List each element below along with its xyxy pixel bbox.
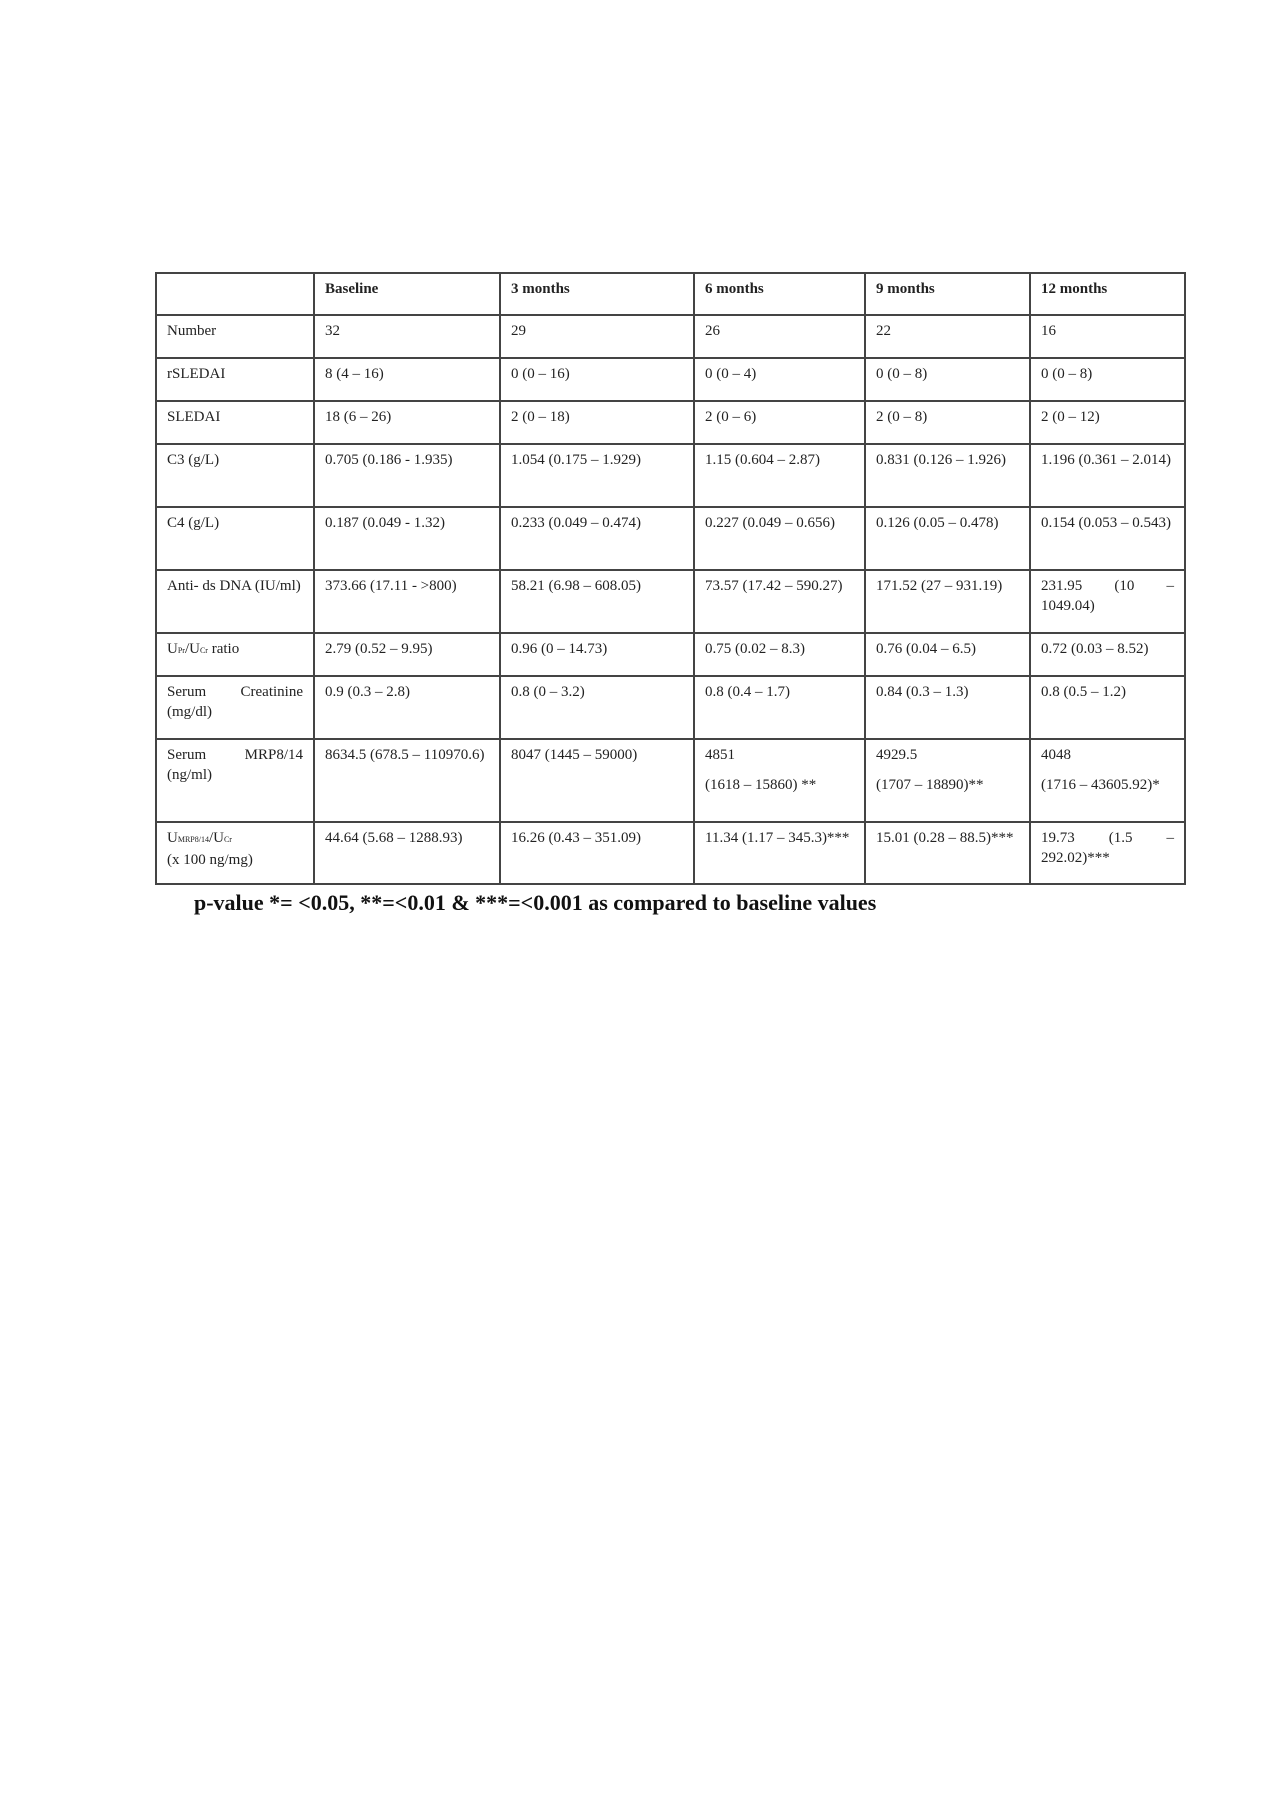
table-cell: 2 (0 – 12) xyxy=(1030,401,1185,444)
table-cell: 0.233 (0.049 – 0.474) xyxy=(500,507,694,570)
table-cell: 16.26 (0.43 – 351.09) xyxy=(500,822,694,884)
table-cell: 0.154 (0.053 – 0.543) xyxy=(1030,507,1185,570)
header-cell: 9 months xyxy=(865,273,1030,315)
table-row xyxy=(156,822,1185,884)
cell-value: 4929.5 xyxy=(876,747,918,763)
table-cell: 19.73 (1.5 – 292.02)*** xyxy=(1030,822,1185,884)
label-subscript: Cr xyxy=(199,646,208,655)
header-cell: Baseline xyxy=(314,273,500,315)
cell-range: (1716 – 43605.92)* xyxy=(1041,777,1160,793)
table-cell: 0.9 (0.3 – 2.8) xyxy=(314,676,500,739)
table-cell: 0.126 (0.05 – 0.478) xyxy=(865,507,1030,570)
table-cell xyxy=(694,739,865,822)
table-cell: 0.187 (0.049 - 1.32) xyxy=(314,507,500,570)
table-cell: 0.8 (0.5 – 1.2) xyxy=(1030,676,1185,739)
table-row xyxy=(156,739,1185,822)
table-cell: 2 (0 – 8) xyxy=(865,401,1030,444)
table-cell: 0.84 (0.3 – 1.3) xyxy=(865,676,1030,739)
table-row xyxy=(156,444,1185,507)
table-row xyxy=(156,401,1185,444)
table-cell: 16 xyxy=(1030,315,1185,358)
cell-value: 4851 xyxy=(705,747,735,763)
row-label xyxy=(156,822,314,884)
results-table xyxy=(155,272,1186,885)
label-part: (x 100 ng/mg) xyxy=(167,852,253,868)
table-cell xyxy=(865,739,1030,822)
table-cell: 0 (0 – 4) xyxy=(694,358,865,401)
row-label xyxy=(156,633,314,676)
table-row xyxy=(156,358,1185,401)
footnote: p-value *= <0.05, **=<0.01 & ***=<0.001 as compared to baseline values xyxy=(194,890,877,915)
table-row xyxy=(156,315,1185,358)
row-label: Serum MRP8/14 (ng/ml) xyxy=(156,739,314,822)
row-label: Number xyxy=(156,315,314,358)
table-cell: 0 (0 – 16) xyxy=(500,358,694,401)
label-subscript: MRP8/14 xyxy=(177,835,209,844)
label-part: U xyxy=(167,641,178,657)
row-label: rSLEDAI xyxy=(156,358,314,401)
table-cell: 0.8 (0 – 3.2) xyxy=(500,676,694,739)
label-part: /U xyxy=(208,830,224,846)
row-label: C3 (g/L) xyxy=(156,444,314,507)
table-cell: 0.705 (0.186 - 1.935) xyxy=(314,444,500,507)
header-cell: 3 months xyxy=(500,273,694,315)
table-cell: 231.95 (10 – 1049.04) xyxy=(1030,570,1185,633)
table-cell: 8047 (1445 – 59000) xyxy=(500,739,694,822)
table-cell: 171.52 (27 – 931.19) xyxy=(865,570,1030,633)
label-subscript: Pr xyxy=(177,646,185,655)
table-cell: 2 (0 – 6) xyxy=(694,401,865,444)
label-part: U xyxy=(167,830,178,846)
row-label: SLEDAI xyxy=(156,401,314,444)
table-cell: 2.79 (0.52 – 9.95) xyxy=(314,633,500,676)
table-cell: 0.75 (0.02 – 8.3) xyxy=(694,633,865,676)
table-cell: 0 (0 – 8) xyxy=(1030,358,1185,401)
table-cell: 1.196 (0.361 – 2.014) xyxy=(1030,444,1185,507)
table-cell: 26 xyxy=(694,315,865,358)
table-cell: 0.72 (0.03 – 8.52) xyxy=(1030,633,1185,676)
header-cell xyxy=(156,273,314,315)
row-label: Anti- ds DNA (IU/ml) xyxy=(156,570,314,633)
table-row xyxy=(156,633,1185,676)
table-cell: 0.76 (0.04 – 6.5) xyxy=(865,633,1030,676)
table-row xyxy=(156,507,1185,570)
table-cell: 22 xyxy=(865,315,1030,358)
table-cell: 15.01 (0.28 – 88.5)*** xyxy=(865,822,1030,884)
cell-range: (1618 – 15860) ** xyxy=(705,777,817,793)
table-cell: 0.8 (0.4 – 1.7) xyxy=(694,676,865,739)
header-cell: 6 months xyxy=(694,273,865,315)
table-cell: 373.66 (17.11 - >800) xyxy=(314,570,500,633)
table-cell: 44.64 (5.68 – 1288.93) xyxy=(314,822,500,884)
table-cell: 1.054 (0.175 – 1.929) xyxy=(500,444,694,507)
table-cell: 29 xyxy=(500,315,694,358)
table-cell: 73.57 (17.42 – 590.27) xyxy=(694,570,865,633)
table-cell: 8634.5 (678.5 – 110970.6) xyxy=(314,739,500,822)
table-cell: 18 (6 – 26) xyxy=(314,401,500,444)
table-cell: 0.227 (0.049 – 0.656) xyxy=(694,507,865,570)
row-label: Serum Creatinine (mg/dl) xyxy=(156,676,314,739)
table-row xyxy=(156,676,1185,739)
cell-value: 4048 xyxy=(1041,747,1071,763)
table-cell: 1.15 (0.604 – 2.87) xyxy=(694,444,865,507)
table-cell: 11.34 (1.17 – 345.3)*** xyxy=(694,822,865,884)
row-label: C4 (g/L) xyxy=(156,507,314,570)
table-cell: 0.96 (0 – 14.73) xyxy=(500,633,694,676)
table-cell: 58.21 (6.98 – 608.05) xyxy=(500,570,694,633)
cell-range: (1707 – 18890)** xyxy=(876,777,984,793)
table-cell: 8 (4 – 16) xyxy=(314,358,500,401)
label-part: /U xyxy=(184,641,200,657)
label-subscript: Cr xyxy=(223,835,232,844)
table-row xyxy=(156,570,1185,633)
table-cell: 32 xyxy=(314,315,500,358)
header-row xyxy=(156,273,1185,315)
table-cell: 2 (0 – 18) xyxy=(500,401,694,444)
table-cell: 0 (0 – 8) xyxy=(865,358,1030,401)
table-cell xyxy=(1030,739,1185,822)
label-part: ratio xyxy=(207,641,240,657)
table-cell: 0.831 (0.126 – 1.926) xyxy=(865,444,1030,507)
header-cell: 12 months xyxy=(1030,273,1185,315)
